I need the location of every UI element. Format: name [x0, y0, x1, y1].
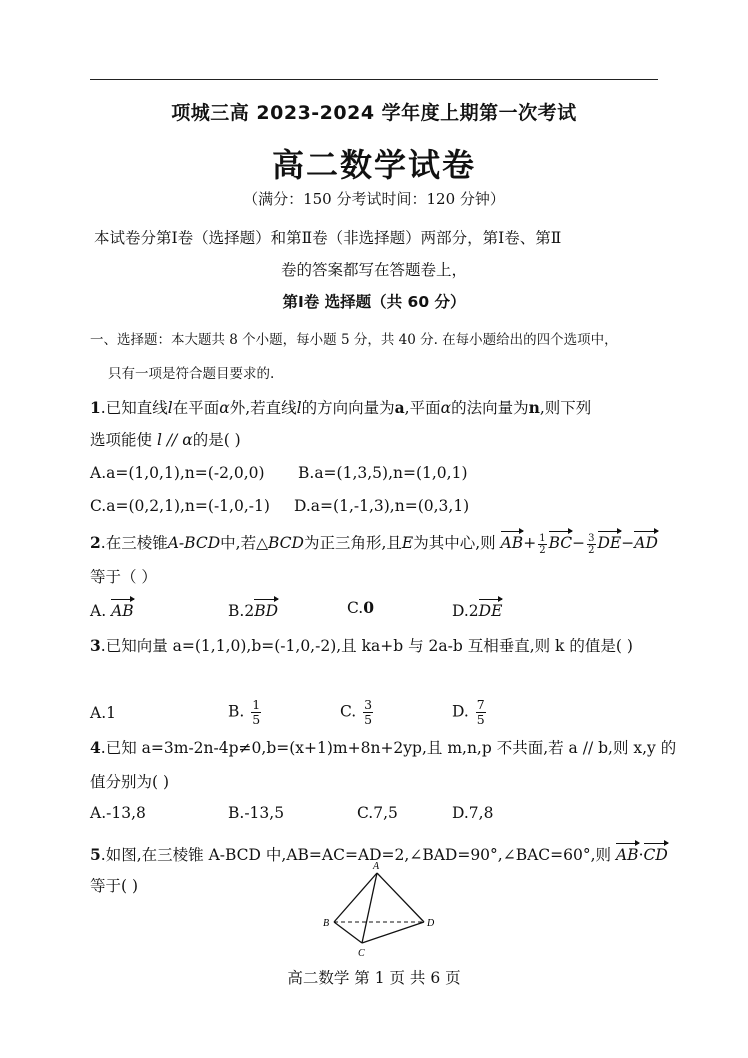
vertex-label-c: C	[358, 948, 365, 959]
fraction-one-half	[538, 533, 546, 556]
edge-ab	[334, 873, 377, 922]
q1-text: 外,若直线	[229, 399, 297, 417]
question-4-stem-line-2: 值分别为( )	[90, 773, 170, 791]
q2-text: .在三棱锥	[100, 534, 168, 552]
q2-option-b	[228, 598, 278, 620]
section-instructions-2: 只有一项是符合题目要求的.	[108, 366, 275, 382]
q1-text: .已知直线	[100, 399, 168, 417]
q2-tetrahedron: A-BCD	[167, 534, 221, 552]
part-one-title: 第Ⅰ卷 选择题（共 60 分）	[282, 293, 466, 311]
q3-option-b	[228, 698, 263, 727]
q1-text: 的是( )	[192, 431, 241, 449]
q3-option-d	[452, 698, 488, 727]
q4-option-a: A.-13,8	[90, 804, 146, 822]
question-number: 4	[90, 738, 101, 757]
q3-text: .已知向量 a=(1,1,0),b=(-1,0,-2),且 ka+b 与 2a-b 互相垂直,则 k 的值是( )	[100, 637, 633, 655]
fraction-three-halves	[587, 533, 595, 556]
q1-text: 的方向向量为	[301, 399, 395, 417]
option-label: D.	[452, 702, 469, 721]
q3-option-c	[340, 698, 375, 727]
q2-text: 为其中心,则	[413, 534, 496, 552]
question-1-stem	[90, 396, 591, 418]
vector-ab: AB	[501, 530, 524, 552]
fraction	[476, 698, 486, 727]
question-number: 2	[90, 533, 101, 552]
fraction-denominator: 5	[364, 712, 373, 727]
fraction-numerator: 1	[539, 532, 546, 544]
q4-text: .已知 a=3m-2n-4p≠0,b=(x+1)m+8n+2yp,且 m,n,p 不共面,若 a // b,则 x,y 的	[100, 739, 677, 757]
fraction-numerator: 1	[252, 697, 261, 712]
option-label: B.	[228, 702, 245, 721]
question-1-stem-line-2	[90, 428, 241, 450]
q1-text: 的法向量为	[451, 399, 529, 417]
school-exam-title: 项城三高 2023-2024 学年度上期第一次考试	[171, 102, 577, 124]
intro-line-2: 卷的答案都写在答题卷上，	[280, 261, 467, 279]
plus-sign: +	[523, 534, 537, 552]
question-4-stem	[90, 736, 676, 758]
question-number: 3	[90, 636, 101, 655]
option-label: C.	[347, 599, 364, 617]
edge-ad	[377, 873, 424, 922]
tetrahedron-figure	[322, 858, 442, 960]
vector-bc: BC	[549, 530, 573, 552]
q1-var-l: l	[296, 399, 302, 417]
question-5-stem-line-2: 等于( )	[90, 877, 139, 895]
fraction-numerator: 7	[476, 697, 485, 712]
q2-text: 中,若△	[220, 534, 268, 552]
question-number: 5	[90, 845, 101, 864]
vector-bd: BD	[254, 598, 278, 620]
vector-ad: AD	[634, 530, 658, 552]
q1-option-b: B.a=(1,3,5),n=(1,0,1)	[298, 464, 468, 482]
q2-triangle: BCD	[268, 534, 304, 552]
q1-var-alpha: α	[219, 399, 230, 417]
q2-option-a	[90, 598, 134, 620]
vector-ab: AB	[111, 598, 134, 620]
option-label: B.2	[228, 602, 255, 620]
exam-subject-title: 高二数学试卷	[271, 146, 476, 184]
q4-option-d: D.7,8	[452, 804, 494, 822]
q2-point-e: E	[401, 534, 414, 552]
vector-de: DE	[479, 598, 503, 620]
question-number: 1	[90, 398, 101, 417]
q5-text: .如图,在三棱锥 A-BCD 中,AB=AC=AD=2,∠BAD=90°,∠BAC=60°,则	[100, 846, 612, 864]
vertex-label-a: A	[373, 861, 380, 872]
q4-option-b: B.-13,5	[228, 804, 285, 822]
q4-option-c: C.7,5	[357, 804, 398, 822]
fraction-numerator: 3	[588, 532, 595, 544]
q1-vec-n: n	[528, 398, 540, 417]
edge-ac	[362, 873, 377, 943]
vertex-label-b: B	[323, 918, 330, 929]
q1-text: 选项能使	[90, 431, 153, 449]
q2-text: 为正三角形,且	[303, 534, 402, 552]
option-label: D.2	[452, 602, 479, 620]
vector-cd: CD	[644, 842, 668, 864]
q1-parallel-relation: l // α	[156, 431, 193, 449]
edge-cd	[362, 922, 424, 943]
dot-product-sign: ·	[638, 846, 644, 864]
question-2-stem-line-2: 等于（ ）	[90, 568, 157, 586]
option-label: A.	[90, 602, 107, 620]
fraction-denominator: 2	[539, 544, 546, 556]
fraction-denominator: 5	[252, 712, 261, 727]
question-2-stem	[90, 530, 658, 556]
q1-text: ,平面	[404, 399, 441, 417]
minus-sign: −	[572, 534, 586, 552]
fraction-numerator: 3	[364, 697, 373, 712]
page-footer: 高二数学 第 1 页 共 6 页	[287, 969, 461, 987]
q1-text: 在平面	[172, 399, 220, 417]
vertex-label-d: D	[427, 918, 435, 929]
edge-bc	[334, 922, 362, 943]
question-3-stem	[90, 634, 633, 656]
section-instructions-1: 一、选择题：本大题共 8 个小题，每小题 5 分，共 40 分. 在每小题给出的四个选项中，	[90, 332, 618, 348]
q1-var-alpha: α	[440, 399, 452, 417]
fraction-denominator: 5	[476, 712, 485, 727]
minus-sign: −	[621, 534, 635, 552]
header-rule	[90, 79, 658, 80]
q2-option-c	[347, 598, 374, 617]
q1-text: ,则下列	[539, 399, 592, 417]
fraction	[363, 698, 373, 727]
option-label: C.	[340, 702, 357, 721]
q2-option-d	[452, 598, 502, 620]
vector-ab: AB	[616, 842, 639, 864]
fraction	[251, 698, 261, 727]
exam-meta: （满分：150 分考试时间：120 分钟）	[243, 190, 505, 208]
zero-vector: 0	[363, 598, 375, 617]
q1-option-a: A.a=(1,0,1),n=(-2,0,0)	[90, 464, 265, 482]
q1-var-l: l	[167, 399, 173, 417]
intro-line-1: 本试卷分第Ⅰ卷（选择题）和第Ⅱ卷（非选择题）两部分，第Ⅰ卷、第Ⅱ	[94, 229, 562, 247]
q1-option-c: C.a=(0,2,1),n=(-1,0,-1)	[90, 497, 270, 515]
q1-option-d: D.a=(1,-1,3),n=(0,3,1)	[294, 497, 470, 515]
vector-de: DE	[598, 530, 622, 552]
q3-option-a: A.1	[90, 704, 116, 722]
q1-vec-a: a	[394, 398, 405, 417]
fraction-denominator: 2	[588, 544, 595, 556]
